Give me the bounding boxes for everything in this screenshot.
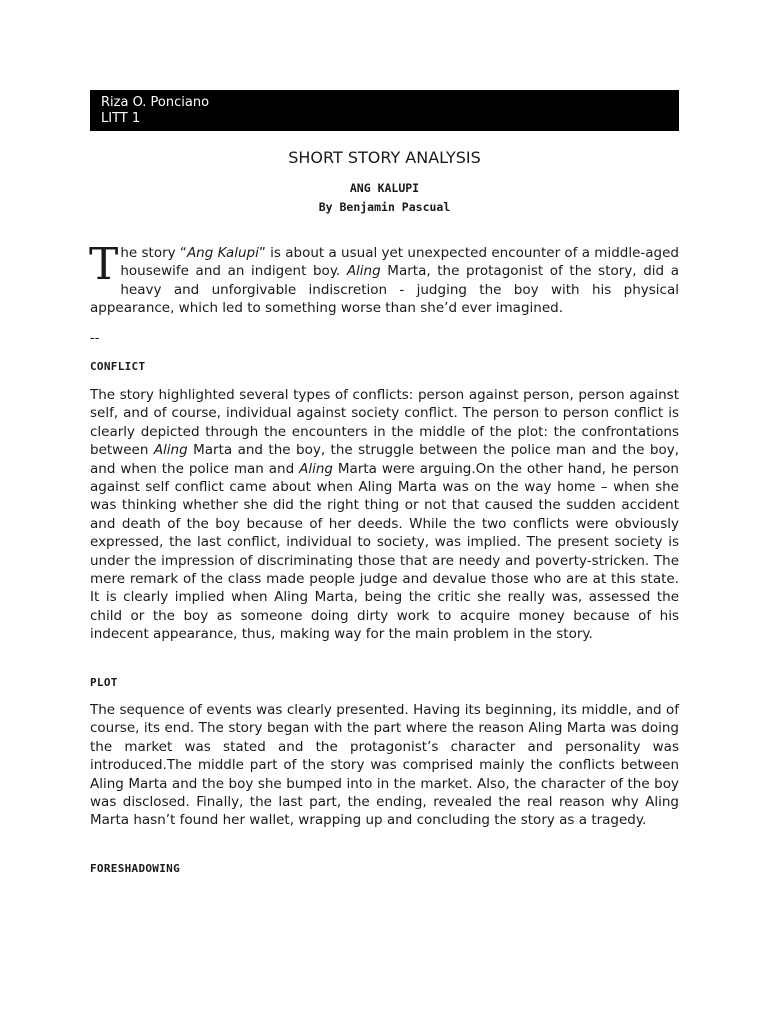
intro-story-name: Ang Kalupi xyxy=(186,245,259,261)
intro-text-1: he story “ xyxy=(120,245,187,261)
conflict-text-3: Marta were arguing.On the other hand, he person against self conflict came about when Aling Marta was on the way home – when she was thinking whether she did the right thing or not that caused the sudden accident and death of the boy because of her deeds. While the two conflicts were obviously expressed, the last conflict, individual to society, was implied. The present society is under the impression of discriminating those that are needy and poverty-stricken. The mere remark of the class made people judge and devalue those who are at this state. It is clearly implied when Aling Marta, being the critic she really was, assessed the child or the boy as someone doing dirty work to acquire money because of his indecent appearance, thus, making way for the main problem in the story. xyxy=(90,460,679,643)
conflict-aling-2: Aling xyxy=(299,460,333,477)
section-heading-plot: PLOT xyxy=(90,676,118,689)
document-title: SHORT STORY ANALYSIS xyxy=(288,148,481,167)
intro-aling: Aling xyxy=(346,263,381,280)
story-title: ANG KALUPI xyxy=(349,181,420,195)
story-byline: By Benjamin Pascual xyxy=(318,200,451,214)
conflict-text-1: The story highlighted several types of conflicts: person against person, person against self, and of course, individual against society conflict. The person to person conflict is clearly depicted through the encounters in the middle of the plot: the confrontations between xyxy=(90,387,679,459)
section-heading-conflict: CONFLICT xyxy=(90,360,146,373)
author-name: Riza O. Ponciano xyxy=(101,95,210,110)
intro-text-2: ” is about a usual yet unexpected encounter of a middle-aged housewife and an indigent boy. xyxy=(120,245,679,280)
intro-text-3: Marta, the protagonist of the story, did a heavy and unforgivable indiscretion - judging the boy with his physical appearance, which led to something worse than she’d ever imagined. xyxy=(90,263,680,317)
conflict-paragraph xyxy=(90,386,679,644)
separator: -- xyxy=(90,331,100,346)
course-code: LITT 1 xyxy=(101,111,141,126)
section-heading-foreshadowing: FORESHADOWING xyxy=(90,862,180,875)
conflict-aling-1: Aling xyxy=(153,442,188,459)
header-bar xyxy=(90,90,679,131)
intro-paragraph xyxy=(89,239,680,318)
plot-paragraph: The sequence of events was clearly presented. Having its beginning, its middle, and of course, its end. The story began with the part where the reason Aling Marta was doing the market was stated and the protagonist’s character and personality was introduced.The middle part of the story was comprised mainly the conflicts between Aling Marta and the boy she bumped into in the market. Also, the character of the boy was disclosed. Finally, the last part, the ending, revealed the real reason why Aling Marta hasn’t found her wallet, wrapping up and concluding the story as a tragedy. xyxy=(90,702,679,829)
drop-cap: T xyxy=(89,239,119,290)
conflict-text-2: Marta and the boy, the struggle between the police man and the boy, and when the police man and xyxy=(90,442,679,477)
